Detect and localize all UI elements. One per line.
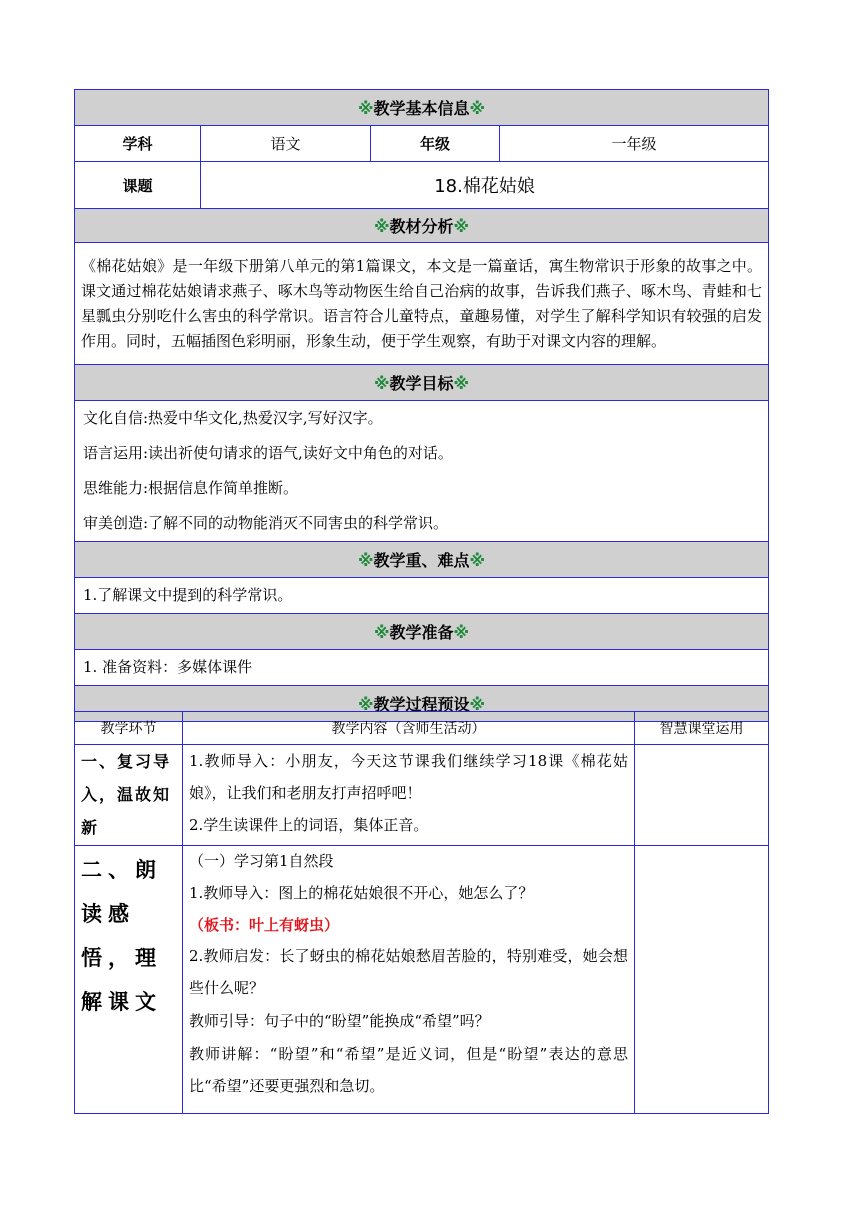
subject-label: 学科 [75,126,201,162]
topic-value: 18.棉花姑娘 [201,162,769,209]
stage2-row [75,846,769,1114]
goal-item: 思维能力:根据信息作简单推断。 [83,479,299,497]
process-column-row [75,712,769,745]
star-mark: ※ [373,217,390,236]
keypoints-row [75,578,769,614]
star-mark: ※ [453,623,470,642]
prep-title: 教学准备 [389,623,454,642]
col-content-header: 教学内容（含师生活动） [183,712,635,745]
material-cell [75,243,769,365]
star-mark: ※ [357,695,374,714]
star-mark: ※ [373,374,390,393]
stage1-row [75,745,769,846]
goals-header-row [75,365,769,401]
prep-header-row [75,614,769,650]
goal-item: 语言运用:读出祈使句请求的语气,读好文中角色的对话。 [83,444,453,462]
keypoints-header [75,542,769,578]
process-title: 教学过程预设 [373,695,470,714]
goals-header [75,365,769,401]
stage2-section: （一）学习第1自然段 [189,852,334,870]
goals-cell [75,401,769,542]
stage1-line: 1.教师导入：小朋友，今天这节课我们继续学习18课《棉花姑娘》，让我们和老朋友打声招呼吧！ [189,752,628,802]
stage2-line: 2.教师启发：长了蚜虫的棉花姑娘愁眉苦脸的，特别难受，她会想些什么呢？ [189,947,628,997]
star-mark: ※ [373,623,390,642]
basic-info-header [75,90,769,126]
topic-label: 课题 [75,162,201,209]
prep-cell [75,650,769,686]
stage1-title: 一、复习导入，温故知新 [81,752,172,837]
basic-info-header-row [75,90,769,126]
subject-grade-row [75,126,769,162]
stage1-content [183,745,635,846]
goals-title: 教学目标 [389,374,454,393]
prep-row [75,650,769,686]
star-mark: ※ [453,217,470,236]
subject-value: 语文 [201,126,371,162]
basic-info-title: 教学基本信息 [373,99,470,118]
stage1-smart [635,745,769,846]
material-text: 《棉花姑娘》是一年级下册第八单元的第1篇课文，本文是一篇童话，寓生物常识于形象的故事之中。课文通过棉花姑娘请求燕子、啄木鸟等动物医生给自己治病的故事，告诉我们燕子、啄木鸟、青蛙和七星瓢虫分别吃什么害虫的科学常识。语言符合儿童特点，童趣易懂，对学生了解科学知识有较强的启发作用。同时，五幅插图色彩明丽，形象生动，便于学生观察，有助于对课文内容的理解。 [81,256,763,350]
stage2-cell [75,846,183,1114]
material-header [75,209,769,243]
goal-item: 审美创造:了解不同的动物能消灭不同害虫的科学常识。 [83,514,449,532]
material-row [75,243,769,365]
stage2-smart [635,846,769,1114]
star-mark: ※ [453,374,470,393]
col-smart-header: 智慧课堂运用 [635,712,769,745]
star-mark: ※ [357,99,374,118]
grade-label: 年级 [371,126,500,162]
prep-header [75,614,769,650]
grade-value: 一年级 [500,126,769,162]
keypoints-text: 1.了解课文中提到的科学常识。 [83,586,293,604]
star-mark: ※ [469,551,486,570]
stage2-title: 二、朗读感悟，理解课文 [81,858,162,1014]
process-table [74,711,769,1114]
stage2-line: 教师讲解：“盼望”和“希望”是近义词，但是“盼望”表达的意思比“希望”还要更强烈和急切。 [189,1045,628,1095]
topic-row [75,162,769,209]
star-mark: ※ [469,99,486,118]
stage2-content [183,846,635,1114]
keypoints-cell [75,578,769,614]
keypoints-title: 教学重、难点 [373,551,470,570]
board-note: （板书：叶上有蚜虫） [189,916,340,934]
goals-row [75,401,769,542]
keypoints-header-row [75,542,769,578]
basic-info-table [74,89,769,722]
material-header-row [75,209,769,243]
col-stage-header: 教学环节 [75,712,183,745]
star-mark: ※ [357,551,374,570]
stage1-cell [75,745,183,846]
stage2-line: 教师引导：句子中的“盼望”能换成“希望”吗？ [189,1012,490,1030]
star-mark: ※ [469,695,486,714]
goal-item: 文化自信:热爱中华文化,热爱汉字,写好汉字。 [83,409,383,427]
prep-text: 1. 准备资料：多媒体课件 [83,658,253,676]
stage2-line: 1.教师导入：图上的棉花姑娘很不开心，她怎么了？ [189,884,534,902]
stage1-line: 2.学生读课件上的词语，集体正音。 [189,816,429,834]
material-title: 教材分析 [389,217,454,236]
